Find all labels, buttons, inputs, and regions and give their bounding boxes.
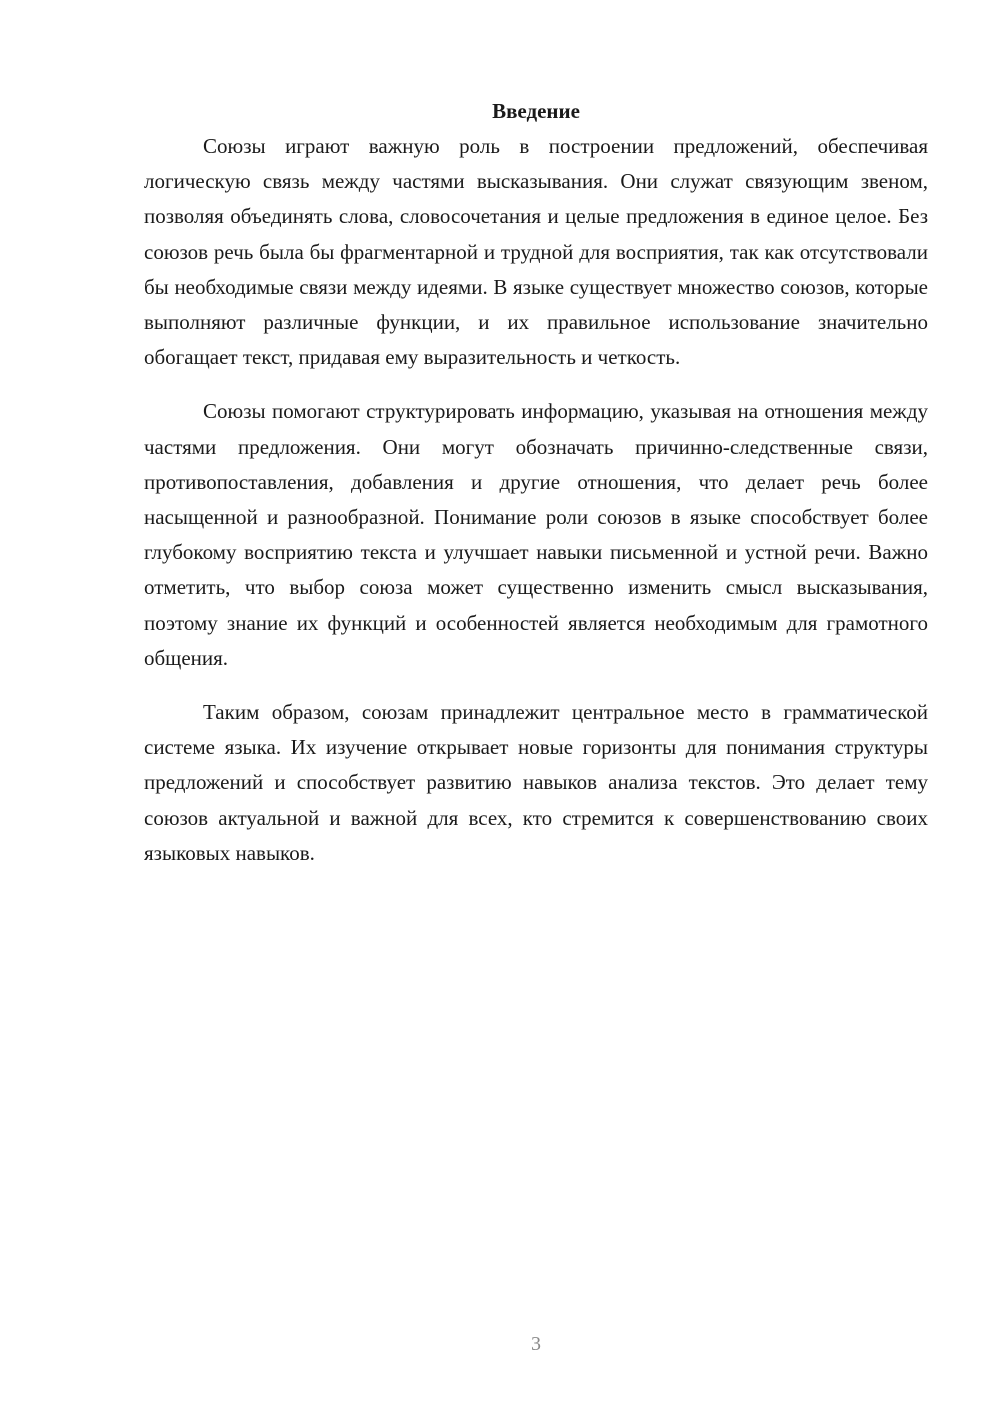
paragraph-3: Таким образом, союзам принадлежит центральное место в грамматической системе языка. Их изучение открывает новые горизонты для понимания структуры предложений и способствует развитию навыков анализа текстов. Это делает тему союзов актуальной и важной для всех, кто стремится к совершенствованию своих языковых навыков.	[144, 700, 928, 865]
paragraph-2: Союзы помогают структурировать информацию, указывая на отношения между частями предложения. Они могут обозначать причинно-следственные связи, противопоставления, добавления и другие отношения, что делает речь более насыщенной и разнообразной. Понимание роли союзов в языке способствует более глубокому восприятию текста и улучшает навыки письменной и устной речи. Важно отметить, что выбор союза может существенно изменить смысл высказывания, поэтому знание их функций и особенностей является необходимым для грамотного общения.	[144, 399, 928, 670]
page-number: 3	[531, 1333, 541, 1355]
page-content	[144, 94, 928, 871]
paragraph-1: Союзы играют важную роль в построении предложений, обеспечивая логическую связь между частями высказывания. Они служат связующим звеном, позволяя объединять слова, словосочетания и целые предложения в единое целое. Без союзов речь была бы фрагментарной и трудной для восприятия, так как отсутствовали бы необходимые связи между идеями. В языке существует множество союзов, которые выполняют различные функции, и их правильное использование значительно обогащает текст, придавая ему выразительность и четкость.	[144, 134, 928, 370]
section-title: Введение	[492, 99, 580, 123]
